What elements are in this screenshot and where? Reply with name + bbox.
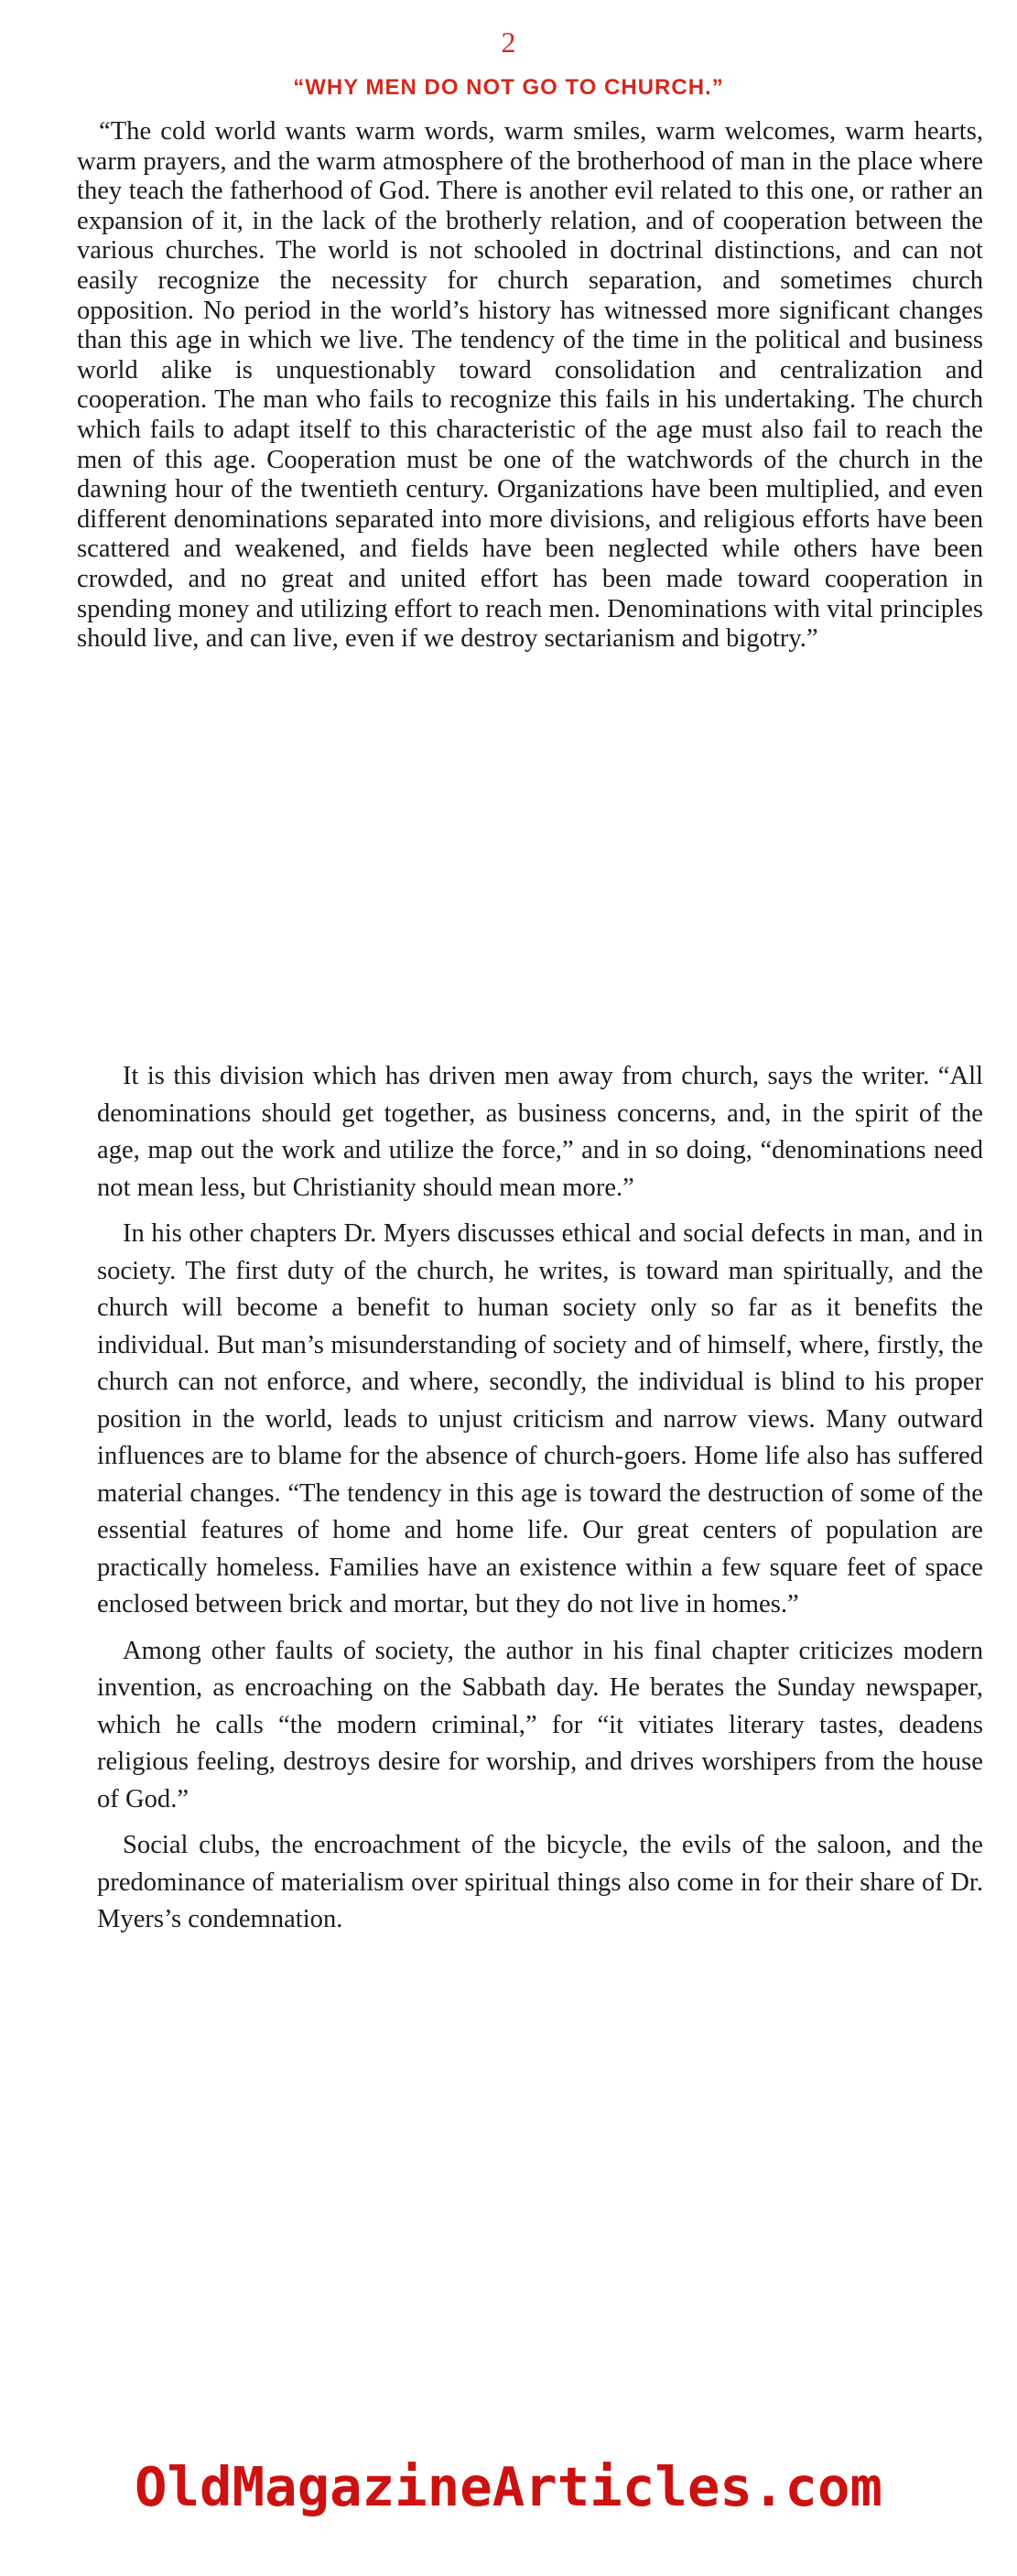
quote-block: “The cold world wants warm words, warm smiles, warm welcomes, warm hearts, warm prayers, and the warm atmosphere of the brotherhood of man in the place where they teach the fatherhood of God. There is another evil related to this one, or rather an expansion of it, in the lack of the brotherly relation, and of cooperation between the various churches. The world is not schooled in doctrinal distinctions, and can not easily recognize the necessity for church separation, and sometimes church opposition. No period in the world’s history has witnessed more significant changes than this age in which we live. The tendency of the time in the political and business world alike is unquestionably toward consolidation and centralization and cooperation. The man who fails to recognize this fails in his undertaking. The church which fails to adapt itself to this characteristic of the age must also fail to reach the men of this age. Cooperation must be one of the watchwords of the church in the dawning hour of the twentieth century. Organizations have been multiplied, and even different denominations separated into more divisions, and religious efforts have been scattered and weakened, and fields have been neglected while others have been crowded, and no great and united effort has been made toward cooperation in spending money and utilizing effort to reach men. Denominations with vital principles should live, and can live, even if we destroy sectarianism and bigotry.” [77,117,983,654]
body-paragraph: Among other faults of society, the author in his final chapter criticizes modern invention, as encroaching on the Sabbath day. He berates the Sunday newspaper, which he calls “the modern criminal,” for “it vitiates literary tastes, deadens religious feeling, destroys desire for worship, and drives worshipers from the house of God.” [97,1636,983,1813]
body-paragraph: Social clubs, the encroachment of the bicycle, the evils of the saloon, and the predominance of materialism over spiritual things also come in for their share of Dr. Myers’s condemnation. [97,1831,983,1933]
article-title: “WHY MEN DO NOT GO TO CHURCH.” [293,75,724,100]
body-paragraph: In his other chapters Dr. Myers discusses ethical and social defects in man, and in society. The first duty of the church, he writes, is toward man spiritually, and the church will become a benefit to human society only so far as it benefits the individual. But man’s misunderstanding of society and of himself, where, firstly, the church can not enforce, and where, secondly, the individual is blind to his proper position in the world, leads to unjust criticism and narrow views. Many outward influences are to blame for the absence of church-goers. Home life also has suffered material changes. “The tendency in this age is toward the destruction of some of the essential features of home and home life. Our great centers of population are practically homeless. Families have an existence within a few square feet of space enclosed between brick and mortar, but they do not live in homes.” [97,1219,983,1618]
article-body [97,1058,983,1948]
page-number: 2 [501,26,516,59]
body-paragraph: It is this division which has driven men away from church, says the writer. “All denominations should get together, as business concerns, and, in the spirit of the age, map out the work and utilize the force,” and in so doing, “denominations need not mean less, but Christianity should mean more.” [97,1062,983,1202]
footer-watermark[interactable]: OldMagazineArticles.com [135,2455,882,2518]
